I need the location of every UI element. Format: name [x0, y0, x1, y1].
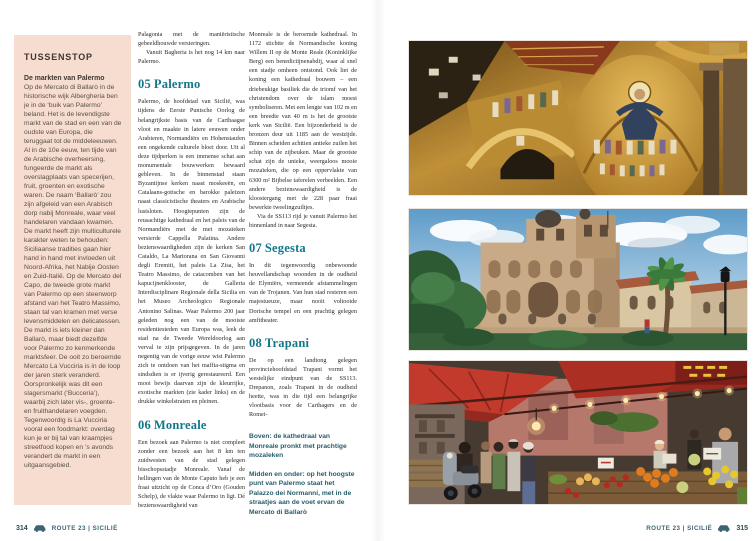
- section-heading-segesta: [249, 241, 357, 256]
- photo-palazzo-dei-normanni: [408, 208, 748, 351]
- section-05-body: Palermo, de hoofdstad van Sicilië, was tijdens de Eerste Punische Oorlog de belangrijkste basis van de Carthaagse vloot en maakte in latere eeuwen onder Arabieren, Normandiërs en Hohenstaufen een ongekende culturele bloei door. Uit al deze tijdperken is een immense schat aan monumentale bouwwerken bewaard gebleven. In de binnenstad staan Byzantijnse kerken naast moskeeën, en Catalaans-gotische en barokke paleizen naast classicistische theaters en Arabische lustsloten. Hoogtepunten zijn de reusachtige kathedraal en het paleis van de Normandiërs met de met mozaïeken versierde Cappella Palatina. Andere bezienswaardigheden zijn de kerken San Cataldo, La Martorana en San Giovanni degli Eremiti, het paleis La Zisa, het Teatro Massimo, de catacomben van het kapucijnenklooster, de Galleria Interdisciplinare Regionale della Sicilia en het Museo Archeologico Regionale Antonino Salinas. Waar Palermo 200 jaar geleden nog een van de mooiste residentiesteden van Europa was, leek de stad na de Tweede Wereldoorlog aan verval te zijn prijsgegeven. In de jaren negentig van de vorige eeuw wist Palermo zich te ontdoen van het maffia-stigma en sindsdien is er ijverig gerestaureerd. Een mooi bewijs daarvan zijn de kleurrijke, exotische markten (zie kader links) en de drukke winkelstraten en pleinen.: [138, 98, 245, 406]
- continued-paragraph-2: Vanuit Bagheria is het nog 14 km naar Palermo.: [138, 49, 245, 66]
- section-07-body: In dit tegenwoordig onbewoonde heuvellandschap woonden in de oudheid de Elymiërs, vermeende afstammelingen van de Trojanen. Van hun stad resteren een majestueuze, maar nooit voltooide Dorische tempel en een prachtig gelegen amfitheater.: [249, 262, 357, 324]
- footer-left: [16, 524, 118, 532]
- section-title: Palermo: [153, 77, 201, 92]
- photo-captions: [249, 432, 357, 526]
- section-heading-trapani: [249, 336, 357, 351]
- caption-middle-bottom: Midden en onder: op het hoogste punt van Palermo staat het Palazzo dei Normanni, met in de straatjes aan de voet ervan de Mercato di Ballarò: [249, 470, 355, 516]
- text-column-1: [138, 30, 245, 522]
- sidebar-body: Op de Mercato di Ballarò in de historische wijk Albergheria ben je in de ‘buik van Palermo’ beland. Het is de levendigste markt van de stad en een van de oudste van Europa, die teruggaat tot de middeleeuwen. Al in de 10e eeuw, ten tijde van de Arabische overheersing, fungeerde de markt als overslagplaats van specerijen, fruit, groenten en exotische waren. De naam ‘Ballarò’ zou zijn afgeleid van een Arabisch dorp nabij Monreale, waar veel handelaren vandaan kwamen. De markt heeft zijn multiculturele karakter weten te behouden: Siciliaanse tradities gaan hier hand in hand met invloeden uit Noord-Afrika, het Nabije Oosten en Zuid-Italië. Op de Mercato del Capo, de tweede grote markt van Palermo op een steenworp afstand van het Teatro Massimo, staan tal van kramen met verse levensmiddelen en delicatessen. De markt is iets kleiner dan Ballarò, maar biedt dezelfde voor Palermo zo kenmerkende marktsfeer. De ooit zo beroemde Mercato La Vucciria is in de loop der jaren sterk veranderd. Oorspronkelijk was dit een slagersmarkt (‘Bucceria’), waarbij zich later vis-, groente- en fruithandelaren voegden. Tegenwoordig is La Vucciria vooral een foodmarkt: overdag kun je er bij tal van kraampjes streetfood kopen en ’s avonds verandert de markt in een uitgaansgebied.: [24, 84, 122, 469]
- continued-paragraph: Palagonia met de maniëristische gebeeldhouwde versieringen.: [138, 31, 245, 48]
- section-heading-palermo: [138, 77, 245, 92]
- sidebar-title: TUSSENSTOP: [24, 52, 93, 62]
- route-label-left: ROUTE 23 | SICILIË: [51, 524, 118, 532]
- cathedral-mosaic-illustration: [409, 41, 747, 195]
- section-title: Monreale: [153, 417, 207, 432]
- photo-monreale-cathedral-interior: [408, 40, 748, 196]
- section-number: 08: [249, 335, 262, 350]
- route-label-right: ROUTE 23 | SICILIË: [646, 524, 713, 532]
- transition-paragraph: Via de SS113 rijd je vanuit Palermo het binnenland in naar Segesta.: [249, 212, 357, 229]
- caption-top: Boven: de kathedraal van Monreale pronkt met prachtige mozaïeken: [249, 433, 347, 459]
- footer-right: [646, 524, 748, 532]
- section-number: 05: [138, 77, 151, 92]
- section-06-body-part1: Een bezoek aan Palermo is niet compleet zonder een bezoek aan het 8 km ten zuidwesten van de stad gelegen bisschopsstadje Monreale. Vanaf de hellingen van de Monte Caputo heb je een fraai uitzicht op de Conca d’Oro (Gouden Schelp), de vlakte waar Palermo in ligt. Dé bezienswaardigheid van: [138, 438, 245, 510]
- section-title: Segesta: [264, 241, 306, 256]
- page-number-right: 315: [736, 524, 748, 532]
- page-number-left: 314: [16, 524, 28, 532]
- car-icon: [33, 524, 47, 532]
- section-08-body: De op een landtong gelegen provinciehoofdstad Trapani vormt het westelijke eindpunt van de SS113. Drepanon, zoals Trapani in de oudheid heette, was in die tijd een belangrijke vlootbasis voor de Carthagers en de Romei-: [249, 356, 357, 419]
- section-06-body-part2: Monreale is de beroemde kathedraal. In 1172 stichtte de Normandische koning Willem II op de Monte Reale (Koninklijke Berg) een benedictijnenabdij, waar al snel een stadje omheen ontstond. Ook liet de koning een kathedraal bouwen – een driebeukige basiliek die de triomf van het christendom over de islam moest symboliseren. Met een lengte van 102 m en een breedte van 40 m is het de grootste kerk van Sicilië. Een bijzonderheid is de bronzen deur uit 1185 aan de westzijde. Binnen scheiden achttien antieke zuilen het schip van de zijbeuken. Maar de grootste schat zijn de unieke, weergaloos mooie mozaïeken, die op een oppervlakte van 6300 m² Bijbelse taferelen verbeelden. Een andere bezienswaardigheid is de kloostergang met de 228 paar fraai bewerkte tweelingzuiltjes.: [249, 31, 357, 211]
- car-icon: [717, 524, 731, 532]
- sidebar-tussenstop: [14, 35, 131, 505]
- page-spine: [371, 0, 385, 541]
- sidebar-subtitle: De markten van Palermo: [24, 75, 105, 82]
- section-number: 07: [249, 241, 262, 256]
- market-illustration: [409, 361, 747, 504]
- section-title: Trapani: [264, 335, 310, 350]
- palace-illustration: [409, 209, 747, 350]
- section-heading-monreale: [138, 418, 245, 433]
- photo-mercato-di-ballaro: [408, 360, 748, 505]
- section-number: 06: [138, 417, 151, 432]
